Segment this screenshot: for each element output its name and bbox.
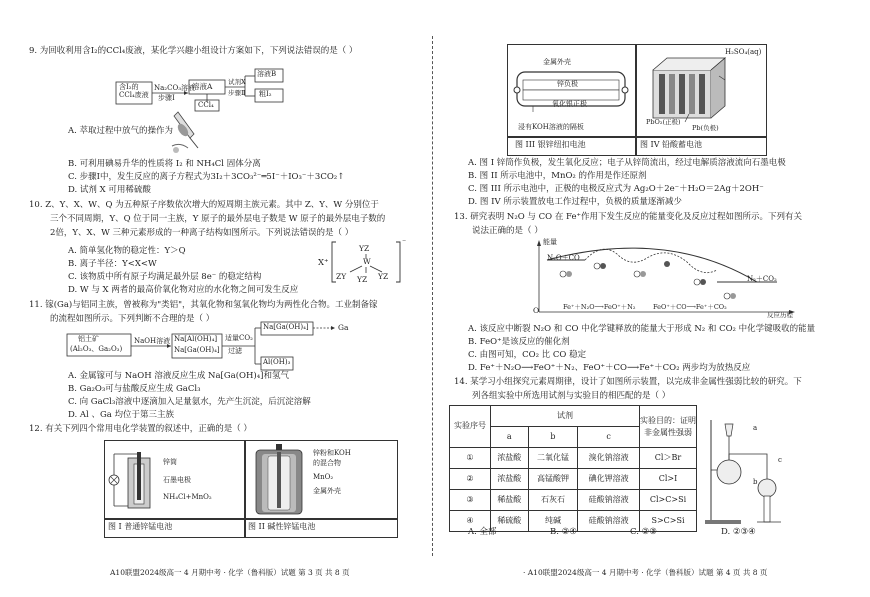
q9-flow-step1: 步骤Ⅰ — [158, 94, 175, 102]
q11-line-2: 的流程如图所示。下列判断不合理的是（ ） — [50, 314, 215, 324]
q14-option-a: A. 全部 — [468, 527, 497, 537]
fig4-label-pbo2: PbO₂(正极) — [646, 118, 681, 126]
q11-flow-ga-solution: Na[Ga(OH)₄] — [263, 323, 309, 331]
q14-option-b: B. ②④ — [550, 527, 577, 537]
fig3-label-ag2o: 氧化银正极 — [552, 100, 587, 108]
q14-apparatus — [703, 410, 823, 526]
q13-line-2: 说法正确的是（ ） — [472, 226, 543, 236]
q12-option-b: B. 图 II 所示电池中，MnO₂ 的作用是作还原剂 — [468, 171, 647, 181]
right-page — [435, 0, 870, 597]
fig2-label-shell: 金属外壳 — [313, 487, 341, 495]
q10-option-b: B. 离子半径：Y<X<W — [68, 259, 157, 269]
q9-flow-solB: 溶液B — [257, 70, 277, 78]
q13-graph-origin: O — [533, 306, 540, 315]
q12-option-c: C. 图 III 所示电池中，正极的电极反应式为 Ag₂O＋2e⁻＋H₂O＝2Ag＋2OH⁻ — [468, 184, 764, 194]
q14-line-2: 列各组实验中所选用试剂与实验目的相匹配的是（ ） — [472, 391, 671, 401]
fig2-label-mno2: MnO₂ — [313, 473, 334, 481]
q12-option-a: A. 图 I 锌筒作负极，发生氧化反应；电子从锌筒流出，经过电解质溶液流向石墨电极 — [468, 158, 786, 168]
q14-option-d: D. ②③④ — [721, 527, 756, 537]
q10-option-d: D. W 与 X 两者的最高价氧化物对应的水化物之间可发生反应 — [68, 285, 299, 295]
q13-graph-ylabel: 能量 — [543, 238, 557, 246]
q11-option-a: A. 金属镓可与 NaOH 溶液反应生成 Na[Ga(OH)₄]和氢气 — [68, 371, 289, 381]
q10-charge: ⁻ — [402, 238, 407, 247]
q13-graph-reactants: N₂O＋CO — [547, 254, 580, 262]
fig1-drawing — [108, 444, 168, 516]
q14-line-1: 14. 某学习小组探究元素周期律，设计了如图所示装置，以完成非金属性强弱比较的研究。下 — [454, 377, 802, 387]
q10-option-a: A. 简单氢化物的稳定性：Y＞Q — [68, 246, 186, 256]
fig2-drawing — [250, 442, 310, 518]
q9-flow-ccl4: CCl₄ — [198, 101, 214, 109]
q9-flow-solA: 溶液A — [192, 82, 213, 91]
q11-flow-aloh3: Al(OH)₃ — [263, 358, 291, 366]
q14-sub-a: a — [491, 427, 529, 448]
q14-header-reagent: 试剂 — [491, 406, 640, 427]
fig4-caption: 图 IV 铅酸蓄电池 — [640, 140, 703, 149]
q10-group-top: YZ — [359, 244, 370, 253]
fig3-label-zinc: 锌负极 — [557, 80, 578, 88]
q9-stem: 9. 为回收利用含I₂的CCl₄废液，某化学兴趣小组设计方案如下，下列说法错误的是（ ） — [29, 46, 358, 56]
q9-flow-start: 含I₂的CCl₄废液 — [119, 83, 149, 99]
q13-graph-products: N₂＋CO₂ — [747, 275, 777, 283]
fig2-caption: 图 II 碱性锌锰电池 — [248, 522, 316, 531]
fig2-label-2: 的混合物 — [313, 459, 341, 467]
q13-option-a: A. 该反应中断裂 N₂O 和 CO 中化学键释放的能量大于形成 N₂ 和 CO₂ 中化学键吸收的能量 — [468, 324, 816, 334]
table-row: ③ 稀盐酸 石灰石 硅酸钠溶液 Cl>C>Si — [450, 490, 697, 511]
q12-stem: 12. 有关下列四个常用电化学装置的叙述中，正确的是（ ） — [29, 424, 252, 434]
q13-graph-step1: Fe⁺＋N₂O⟶FeO⁺＋N₂ — [563, 303, 636, 311]
q11-flow-co2: 适量CO₂ — [225, 334, 253, 342]
q14-sub-c: c — [578, 427, 640, 448]
fig1-label-graphite: 石墨电极 — [163, 476, 191, 484]
q10-option-c: C. 该物质中所有原子均满足最外层 8e⁻ 的稳定结构 — [68, 272, 262, 282]
q9-option-d: D. 试剂 X 可用稀硫酸 — [68, 185, 151, 195]
fig1-caption: 图 I 普通锌锰电池 — [108, 522, 173, 531]
fig3-label-shell: 金属外壳 — [543, 58, 571, 66]
q14-table — [449, 405, 697, 532]
fig2-label-1: 锌粉和KOH — [313, 449, 351, 457]
q14-sub-b: b — [528, 427, 578, 448]
q11-option-c: C. 向 GaCl₃溶液中逐滴加入足量氨水，先产生沉淀，后沉淀溶解 — [68, 397, 311, 407]
q9-option-b: B. 可利用碘易升华的性质将 I₂ 和 NH₄Cl 固体分离 — [68, 159, 261, 169]
q11-flow-mix-al: Na[Al(OH)₄] — [174, 335, 218, 343]
q13-graph-step2: FeO⁺＋CO⟶Fe⁺＋CO₂ — [653, 303, 727, 311]
q9-option-c: C. 步骤Ⅰ中，发生反应的离子方程式为3I₂＋3CO₃²⁻═5I⁻＋IO₃⁻＋3CO₂↑ — [68, 172, 345, 182]
q9-option-a: A. 萃取过程中放气的操作为 — [68, 126, 174, 136]
fig3-caption: 图 III 银锌纽扣电池 — [515, 140, 586, 149]
q14-apparatus-label-a: a — [753, 424, 758, 432]
q14-apparatus-label-b: b — [753, 478, 758, 486]
q9-flow-reagent2: 试剂X — [228, 78, 246, 86]
q10-line-1: 10. Z、Y、X、W、Q 为五种原子序数依次增大的短周期主族元素。其中 Z、Y、W 分别位于 — [29, 200, 379, 210]
q9-flow-reagent1: Na₂CO₃溶液 — [154, 84, 196, 92]
q13-option-c: C. 由图可知，CO₂ 比 CO 稳定 — [468, 350, 587, 360]
table-row: ② 浓盐酸 高锰酸钾 碘化钾溶液 Cl>I — [450, 469, 697, 490]
q10-group-left: ZY — [336, 272, 347, 281]
q11-flow-ore: 铝土矿 — [78, 335, 99, 343]
q10-center-atom: W — [363, 257, 371, 266]
q14-header-no: 实验序号 — [450, 406, 491, 448]
table-row: ④ 稀硫酸 纯碱 硅酸钠溶液 S>C>Si — [450, 511, 697, 532]
q14-header-goal: 实验目的：证明 非金属性强弱 — [640, 406, 697, 448]
q10-group-bottom: YZ — [357, 275, 368, 284]
table-row: ① 浓盐酸 二氧化锰 溴化钠溶液 Cl＞Br — [450, 448, 697, 469]
fig3-label-separator: 浸有KOH溶液的隔板 — [518, 123, 584, 131]
fig4-label-acid: H₂SO₄(aq) — [725, 48, 762, 56]
left-footer: A10联盟2024级高一 4 月期中考 · 化学（鲁科版）试题 第 3 页 共 8 页 — [110, 568, 350, 577]
q10-group-right: YZ — [378, 272, 389, 281]
right-footer: · A10联盟2024级高一 4 月期中考 · 化学（鲁科版）试题 第 4 页 共 8 页 — [523, 568, 768, 577]
q10-cation: X⁺ — [318, 258, 329, 268]
q11-option-d: D. Al 、Ga 均位于第三主族 — [68, 410, 175, 420]
q14-option-c: C. ②③ — [630, 527, 657, 537]
q10-line-2: 三个不同周期，Y、Q 位于同一主族，Y 原子的最外层电子数是 W 原子的最外层电子数的 — [50, 214, 386, 224]
fig1-label-zinc-can: 锌筒 — [163, 458, 177, 466]
q13-line-1: 13. 研究表明 N₂O 与 CO 在 Fe⁺作用下发生反应的能量变化及反应过程如图所示。下列有关 — [454, 212, 802, 222]
fig4-label-pb: Pb(负极) — [692, 124, 719, 132]
q11-line-1: 11. 镓(Ga)与铝同主族，曾被称为"类铝"，其氧化物和氢氧化物均为两性化合物。工业制备镓 — [29, 300, 378, 310]
separatory-funnel-icon — [168, 108, 208, 156]
q13-option-d: D. Fe⁺＋N₂O⟶FeO⁺＋N₂、FeO⁺＋CO⟶Fe⁺＋CO₂ 两步均为放热反应 — [468, 363, 751, 373]
q10-line-3: 2倍，Y、X、W 三种元素形成的一种离子结构如图所示。下列说法错误的是（ ） — [50, 228, 354, 238]
q11-flow-ga: Ga — [338, 323, 349, 332]
q11-flow-mix-ga: Na[Ga(OH)₄] — [174, 346, 220, 354]
q9-flow-step2: 步骤Ⅱ — [228, 89, 246, 97]
q14-apparatus-label-c: c — [778, 456, 782, 464]
q9-flow-crudeI2: 粗I₂ — [259, 90, 272, 98]
q11-option-b: B. Ga₂O₃可与盐酸反应生成 GaCl₃ — [68, 384, 201, 394]
q13-option-b: B. FeO⁺是该反应的催化剂 — [468, 337, 570, 347]
q11-flow-naoh: NaOH溶液 — [134, 337, 171, 345]
q12-option-d: D. 图 IV 所示装置放电工作过程中，负极的质量逐渐减少 — [468, 197, 682, 207]
fig1-label-paste: NH₄Cl+MnO₂ — [163, 493, 212, 501]
q11-flow-ore-composition: (Al₂O₃、Ga₂O₃) — [70, 345, 123, 353]
q11-flow-filter: 过滤 — [228, 347, 242, 355]
q13-graph-xlabel: 反应历程 — [767, 311, 793, 319]
